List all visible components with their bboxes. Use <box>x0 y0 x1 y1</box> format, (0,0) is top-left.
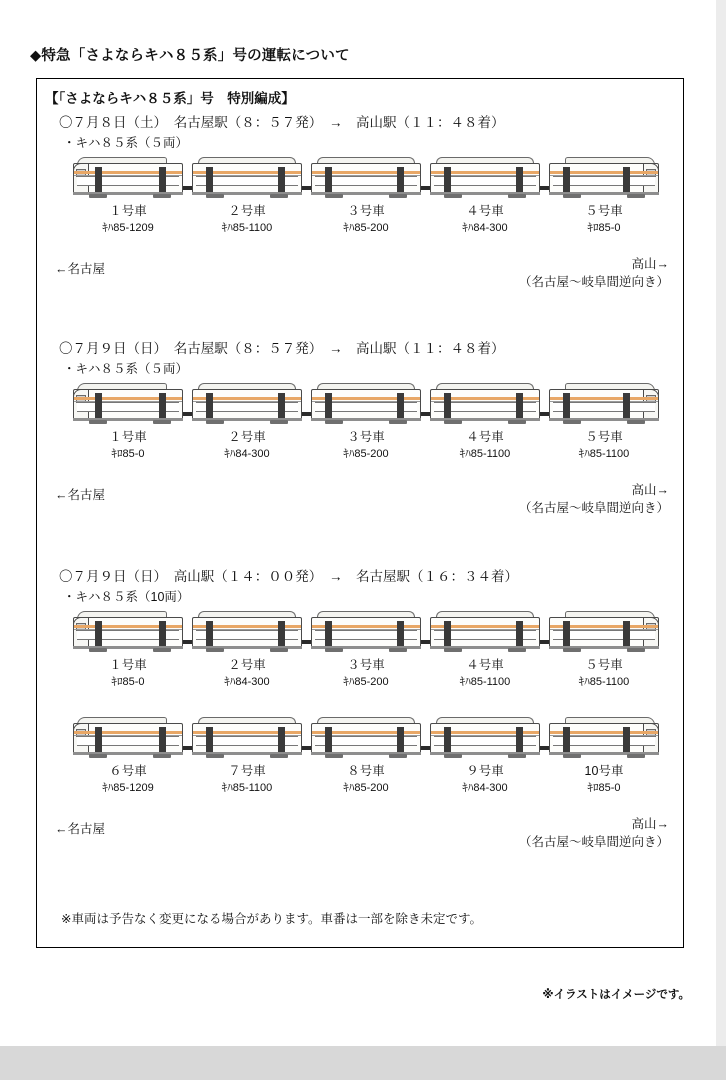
car-truck <box>325 194 343 198</box>
car-code: ｷﾊ85-1100 <box>578 448 630 460</box>
car-truck <box>563 648 581 652</box>
car-door <box>159 167 166 193</box>
direction-nagoya: ←名古屋 <box>55 822 106 836</box>
car-door <box>397 167 404 193</box>
train-car <box>309 607 423 653</box>
car-door <box>95 727 102 753</box>
car-number: ３号車 <box>347 658 385 672</box>
car-door <box>623 621 630 647</box>
car-code: ｷﾊ84-300 <box>462 222 508 234</box>
train-car <box>190 379 304 425</box>
car-labels-row-2 <box>71 429 661 467</box>
car-number: ２号車 <box>228 658 266 672</box>
car-number: １号車 <box>109 430 147 444</box>
direction-takayama-line2: （名古屋〜岐阜間逆向き） <box>518 835 669 849</box>
section-2-formation-line: ・キハ８５系（５両） <box>63 362 189 376</box>
section-3-formation-line: ・キハ８５系（10両） <box>63 590 190 604</box>
car-coupler <box>543 746 549 750</box>
car-number: ６号車 <box>109 764 147 778</box>
car-door <box>206 393 213 419</box>
car-number: １号車 <box>109 204 147 218</box>
car-label <box>71 763 185 796</box>
car-label <box>309 657 423 690</box>
car-coupler <box>305 186 311 190</box>
box-heading: 【「さよならキハ８５系」号 特別編成】 <box>45 91 295 106</box>
car-coupler <box>543 640 549 644</box>
car-truck <box>563 420 581 424</box>
car-label <box>428 203 542 236</box>
train-car <box>428 153 542 199</box>
car-truck <box>563 754 581 758</box>
car-truck <box>508 420 526 424</box>
car-code: ｷﾊ85-200 <box>343 782 389 794</box>
car-label <box>547 763 661 796</box>
car-truck <box>325 754 343 758</box>
car-coupler <box>305 640 311 644</box>
car-truck <box>153 754 171 758</box>
car-truck <box>325 648 343 652</box>
section-3-date-line: 〇７月９日（日） 高山駅（１４：００発） → 名古屋駅（１６：３４着） <box>59 569 518 584</box>
train-car <box>547 153 661 199</box>
train-car <box>547 607 661 653</box>
car-truck <box>89 194 107 198</box>
train-car <box>309 379 423 425</box>
car-truck <box>389 754 407 758</box>
car-door <box>159 727 166 753</box>
car-door <box>516 167 523 193</box>
car-door <box>278 167 285 193</box>
car-label <box>309 203 423 236</box>
car-door <box>325 393 332 419</box>
train-car <box>190 153 304 199</box>
car-coupler <box>424 186 430 190</box>
car-code: ｷﾊ85-1100 <box>459 676 511 688</box>
car-code: ｷﾛ85-0 <box>587 782 621 794</box>
car-door <box>623 727 630 753</box>
illustration-note: ※イラストはイメージです。 <box>542 989 690 1001</box>
car-code: ｷﾊ84-300 <box>224 448 270 460</box>
car-labels-row-3a <box>71 657 661 695</box>
train-car <box>428 379 542 425</box>
direction-takayama <box>519 815 669 851</box>
car-truck <box>627 194 645 198</box>
car-label <box>71 203 185 236</box>
car-door <box>95 393 102 419</box>
car-truck <box>270 420 288 424</box>
car-truck <box>206 420 224 424</box>
car-door <box>563 393 570 419</box>
car-truck <box>206 754 224 758</box>
car-door <box>159 621 166 647</box>
direction-nagoya: ←名古屋 <box>55 262 106 276</box>
car-door <box>444 167 451 193</box>
car-truck <box>627 754 645 758</box>
car-door <box>206 167 213 193</box>
car-number: ５号車 <box>585 430 623 444</box>
car-coupler <box>543 186 549 190</box>
car-labels-row-1 <box>71 203 661 241</box>
car-truck <box>206 194 224 198</box>
car-coupler <box>543 412 549 416</box>
car-label <box>190 203 304 236</box>
page-right-edge <box>716 0 726 1046</box>
train-car <box>190 607 304 653</box>
car-coupler <box>305 412 311 416</box>
car-truck <box>325 420 343 424</box>
train-car <box>71 379 185 425</box>
content-box <box>36 78 684 948</box>
car-truck <box>444 754 462 758</box>
section-1-date-line: 〇７月８日（土） 名古屋駅（８：５７発） → 高山駅（１１：４８着） <box>59 115 505 130</box>
car-truck <box>153 194 171 198</box>
car-code: ｷﾊ85-200 <box>343 222 389 234</box>
car-number: ２号車 <box>228 430 266 444</box>
car-number: ７号車 <box>228 764 266 778</box>
car-code: ｷﾊ85-1209 <box>102 222 154 234</box>
car-truck <box>627 648 645 652</box>
train-car <box>309 153 423 199</box>
car-truck <box>508 754 526 758</box>
car-label <box>190 763 304 796</box>
car-door <box>278 727 285 753</box>
car-door <box>397 727 404 753</box>
car-truck <box>508 648 526 652</box>
car-coupler <box>186 746 192 750</box>
car-number: ４号車 <box>466 430 504 444</box>
car-truck <box>270 754 288 758</box>
train-car <box>547 379 661 425</box>
car-truck <box>444 420 462 424</box>
car-code: ｷﾊ85-1100 <box>221 782 273 794</box>
car-truck <box>444 194 462 198</box>
car-truck <box>508 194 526 198</box>
car-door <box>159 393 166 419</box>
car-truck <box>89 648 107 652</box>
car-label <box>428 763 542 796</box>
train-car <box>309 713 423 759</box>
car-coupler <box>305 746 311 750</box>
car-label <box>190 429 304 462</box>
car-code: ｷﾊ85-1100 <box>459 448 511 460</box>
car-number: ５号車 <box>585 204 623 218</box>
car-door <box>444 393 451 419</box>
car-truck <box>389 648 407 652</box>
car-door <box>278 621 285 647</box>
car-number: 10号車 <box>584 764 624 778</box>
car-code: ｷﾊ85-200 <box>343 448 389 460</box>
train-row-1 <box>71 153 661 199</box>
car-truck <box>89 754 107 758</box>
car-label <box>547 429 661 462</box>
car-door <box>516 393 523 419</box>
car-door <box>563 167 570 193</box>
train-car <box>428 607 542 653</box>
train-row-3b <box>71 713 661 759</box>
car-door <box>397 393 404 419</box>
car-number: ２号車 <box>228 204 266 218</box>
car-label <box>309 429 423 462</box>
direction-takayama-line1: 高山→ <box>631 817 669 831</box>
car-label <box>547 203 661 236</box>
car-truck <box>206 648 224 652</box>
car-label <box>428 429 542 462</box>
car-code: ｷﾊ85-1209 <box>102 782 154 794</box>
direction-nagoya: ←名古屋 <box>55 488 106 502</box>
car-number: ５号車 <box>585 658 623 672</box>
direction-takayama-line1: 高山→ <box>631 257 669 271</box>
car-label <box>190 657 304 690</box>
car-truck <box>89 420 107 424</box>
car-coupler <box>424 412 430 416</box>
car-code: ｷﾊ85-1100 <box>221 222 273 234</box>
car-truck <box>627 420 645 424</box>
car-code: ｷﾊ85-1100 <box>578 676 630 688</box>
car-truck <box>389 194 407 198</box>
car-door <box>444 621 451 647</box>
car-number: ４号車 <box>466 204 504 218</box>
car-label <box>547 657 661 690</box>
car-door <box>397 621 404 647</box>
car-door <box>95 167 102 193</box>
car-door <box>325 727 332 753</box>
car-code: ｷﾊ84-300 <box>462 782 508 794</box>
car-number: ３号車 <box>347 204 385 218</box>
car-label <box>71 657 185 690</box>
car-door <box>516 621 523 647</box>
car-number: ９号車 <box>466 764 504 778</box>
train-row-3a <box>71 607 661 653</box>
car-coupler <box>424 640 430 644</box>
car-truck <box>270 194 288 198</box>
car-label <box>309 763 423 796</box>
car-door <box>278 393 285 419</box>
direction-takayama-line2: （名古屋〜岐阜間逆向き） <box>518 275 669 289</box>
car-door <box>206 727 213 753</box>
car-door <box>444 727 451 753</box>
car-door <box>623 393 630 419</box>
car-labels-row-3b <box>71 763 661 801</box>
car-truck <box>153 648 171 652</box>
direction-takayama <box>519 481 669 517</box>
car-door <box>95 621 102 647</box>
footnote: ※車両は予告なく変更になる場合があります。車番は一部を除き未定です。 <box>61 912 482 926</box>
car-coupler <box>186 412 192 416</box>
car-label <box>428 657 542 690</box>
car-truck <box>563 194 581 198</box>
train-car <box>547 713 661 759</box>
car-code: ｷﾛ85-0 <box>111 448 145 460</box>
car-truck <box>153 420 171 424</box>
train-car <box>71 153 185 199</box>
direction-takayama <box>519 255 669 291</box>
car-code: ｷﾊ85-200 <box>343 676 389 688</box>
car-door <box>516 727 523 753</box>
train-car <box>71 713 185 759</box>
page-title: ◆特急「さよならキハ８５系」号の運転について <box>30 48 350 64</box>
car-door <box>563 621 570 647</box>
car-coupler <box>186 186 192 190</box>
car-coupler <box>424 746 430 750</box>
car-door <box>206 621 213 647</box>
car-door <box>325 167 332 193</box>
train-car <box>190 713 304 759</box>
car-truck <box>270 648 288 652</box>
car-label <box>71 429 185 462</box>
car-code: ｷﾊ84-300 <box>224 676 270 688</box>
car-coupler <box>186 640 192 644</box>
car-number: １号車 <box>109 658 147 672</box>
train-car <box>428 713 542 759</box>
car-door <box>623 167 630 193</box>
car-code: ｷﾛ85-0 <box>111 676 145 688</box>
train-car <box>71 607 185 653</box>
section-1-formation-line: ・キハ８５系（５両） <box>63 136 189 150</box>
section-2-date-line: 〇７月９日（日） 名古屋駅（８：５７発） → 高山駅（１１：４８着） <box>59 341 505 356</box>
car-door <box>325 621 332 647</box>
direction-takayama-line2: （名古屋〜岐阜間逆向き） <box>518 501 669 515</box>
car-number: ４号車 <box>466 658 504 672</box>
page-bottom-bar <box>0 1046 726 1080</box>
car-truck <box>389 420 407 424</box>
car-code: ｷﾛ85-0 <box>587 222 621 234</box>
car-truck <box>444 648 462 652</box>
car-number: ８号車 <box>347 764 385 778</box>
car-number: ３号車 <box>347 430 385 444</box>
direction-takayama-line1: 高山→ <box>631 483 669 497</box>
train-row-2 <box>71 379 661 425</box>
car-door <box>563 727 570 753</box>
